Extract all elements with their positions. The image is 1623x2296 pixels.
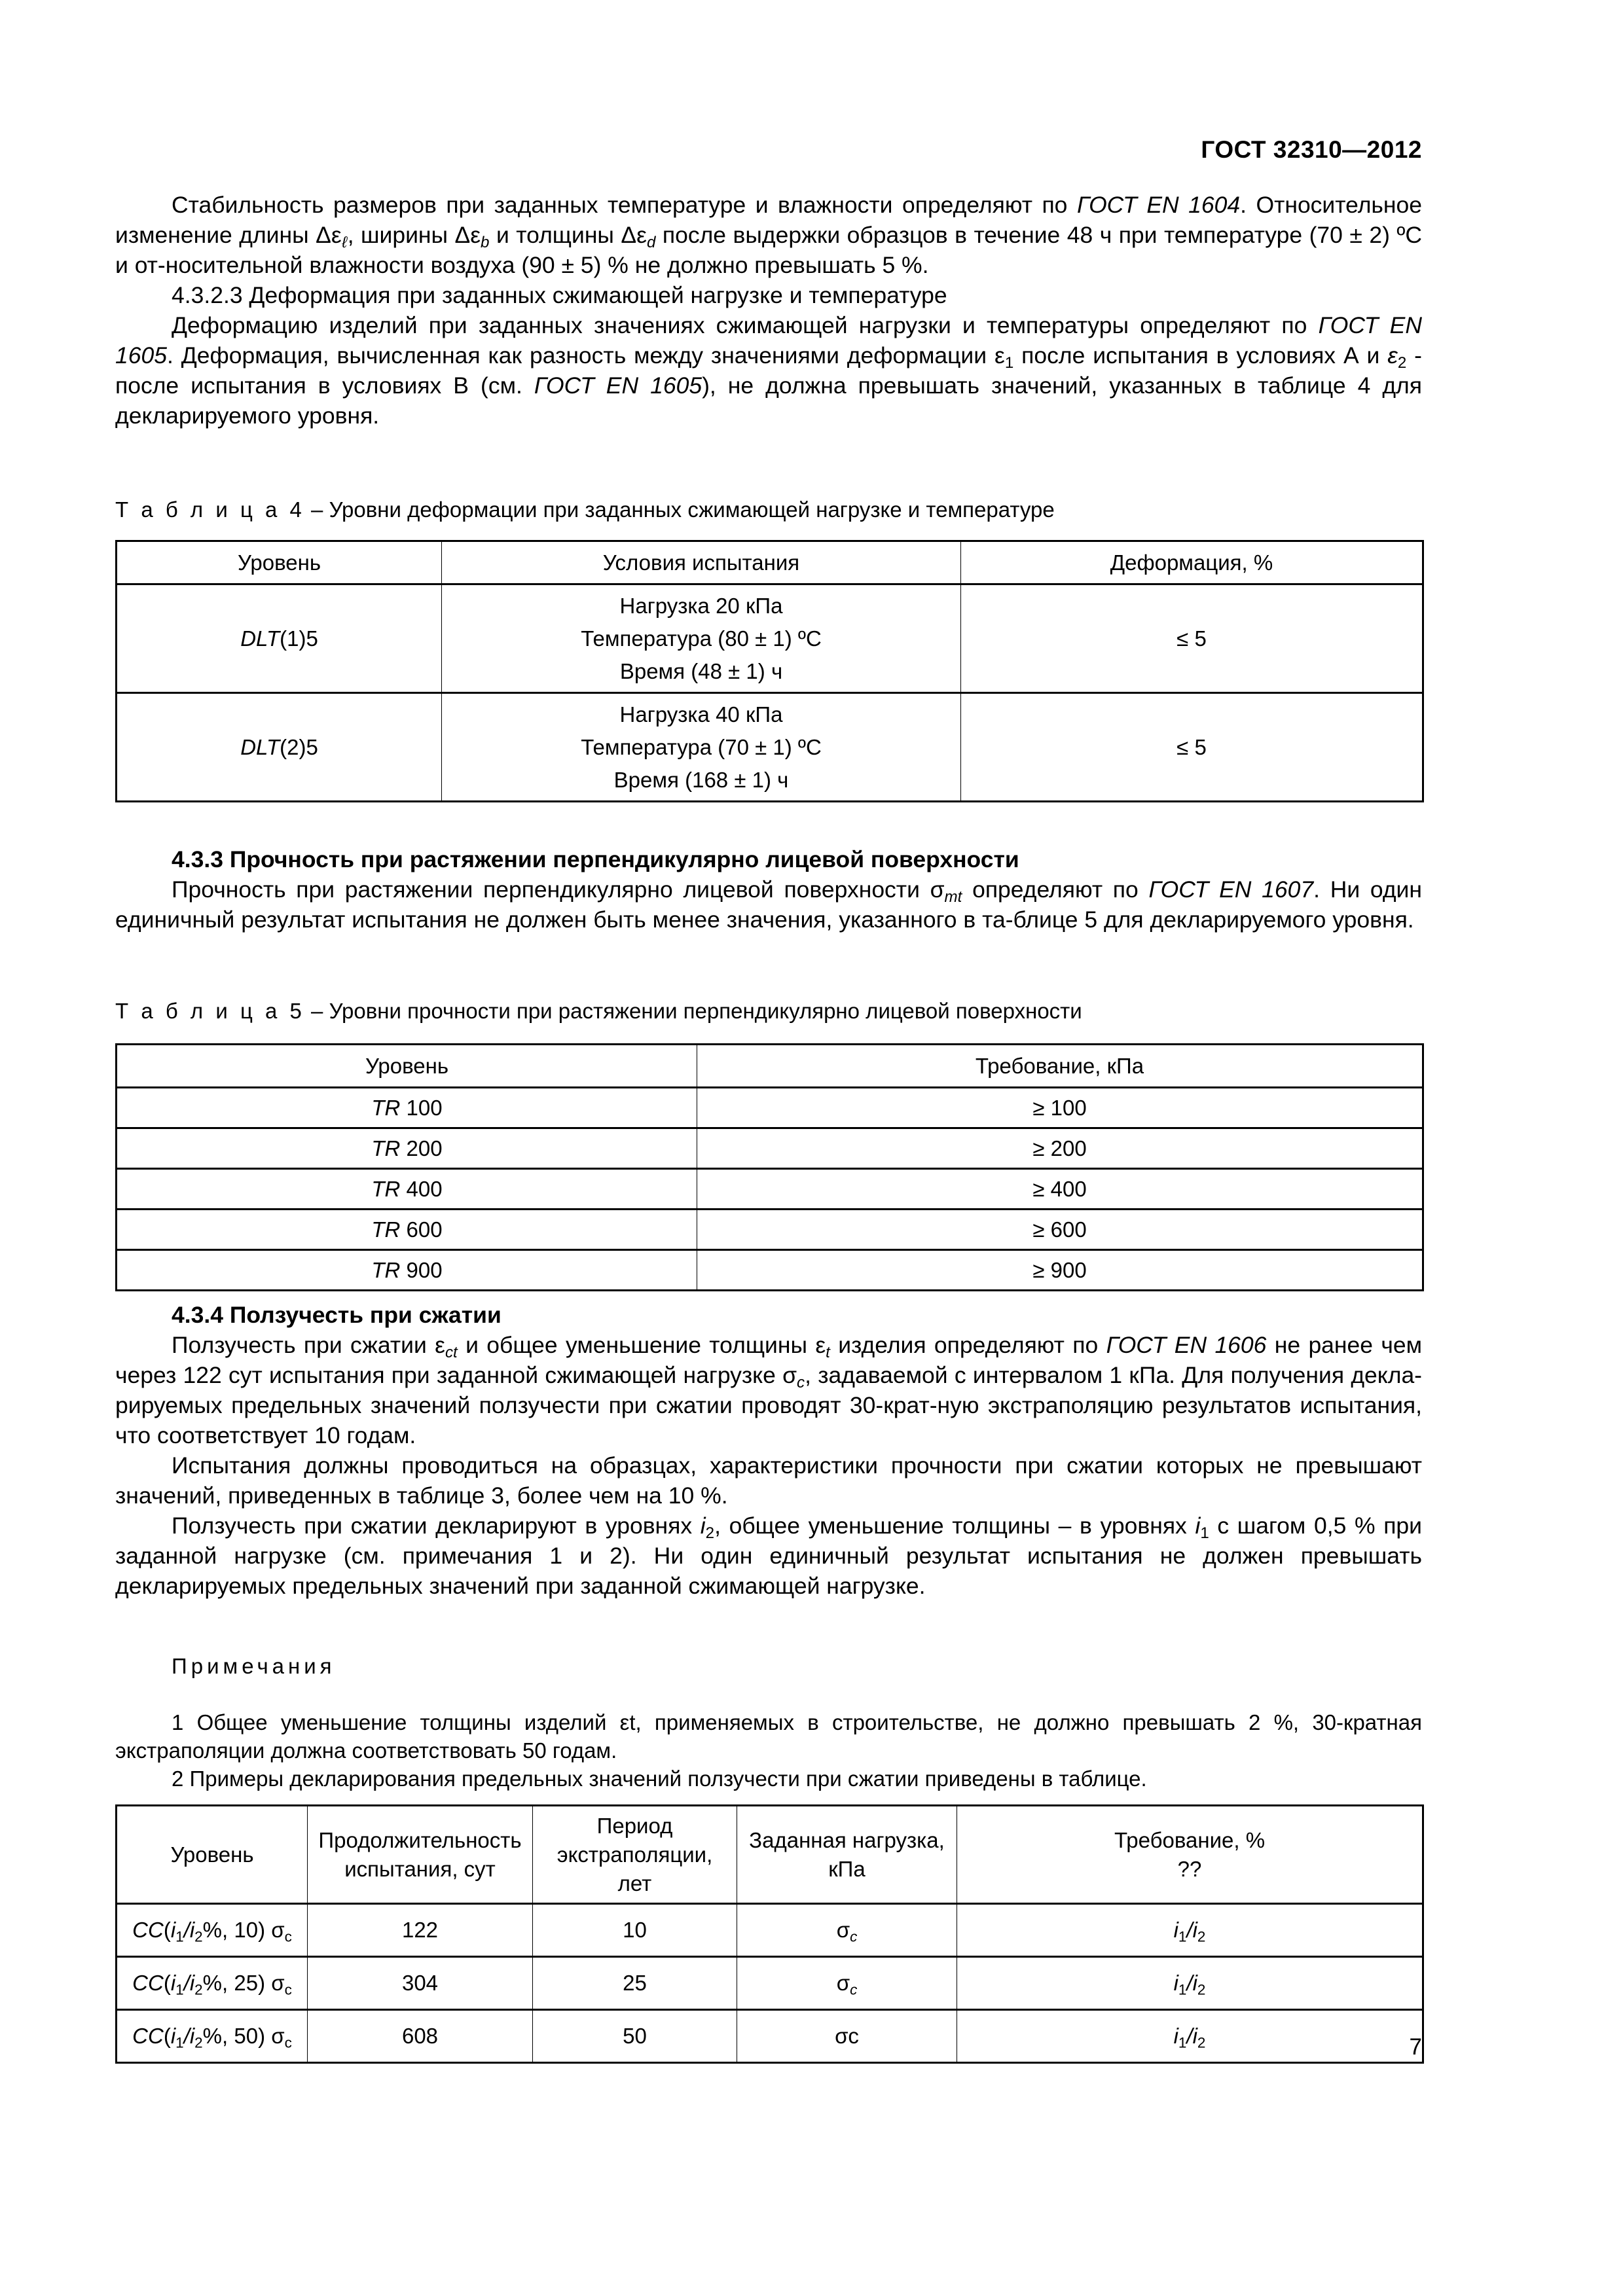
- table-deformation-levels: [115, 540, 1424, 802]
- table5-cell-level: [117, 1250, 697, 1291]
- paragraph-dimensional-stability: [115, 190, 1422, 280]
- symbol-delta-eps-d: $\Delta\varepsilon_d$: [621, 222, 656, 251]
- table5-cell-requirement: ≥ 600: [697, 1210, 1423, 1250]
- table5-cell-requirement: ≥ 900: [697, 1250, 1423, 1291]
- table5-block: [115, 997, 1422, 1025]
- level-code-prefix: TR: [371, 1176, 401, 1201]
- level-code-prefix: TR: [371, 1217, 401, 1242]
- table5-cell-level: [117, 1128, 697, 1169]
- table5-wrapper: [115, 1043, 1422, 1291]
- text-run: ), не должна превышать значений, указанных в таблице 4 для декларируемого уровня.: [115, 372, 1422, 429]
- paragraph-tensile-strength: [115, 874, 1422, 935]
- symbol-i1: $i_1$: [1195, 1513, 1209, 1542]
- symbol-delta-eps-b: $\Delta\varepsilon_b$: [454, 222, 490, 251]
- table5-cell-level: [117, 1210, 697, 1250]
- table-row: [117, 693, 1423, 802]
- table4-col-header-level: Уровень: [117, 541, 442, 584]
- level-code-suffix: (1)5: [280, 626, 318, 651]
- heading-4-3-2-3: 4.3.2.3 Деформация при заданных сжимающей нагрузке и температуре: [172, 282, 947, 308]
- level-code-prefix: TR: [371, 1136, 401, 1160]
- page-number: 7: [1409, 2034, 1422, 2060]
- symbol-epsilon-1: $\varepsilon_1$: [994, 342, 1014, 372]
- table4-col-header-conditions: Условия испытания: [442, 541, 961, 584]
- symbol-epsilon-t: $\varepsilon_t$: [815, 1332, 830, 1361]
- condition-time: Время (48 ± 1) ч: [619, 658, 783, 683]
- level-code-suffix: 400: [400, 1176, 443, 1201]
- table6-wrapper: [115, 1804, 1422, 2064]
- table4-cell-deformation: ≤ 5: [961, 693, 1423, 802]
- table4-body: [117, 584, 1423, 802]
- table6-cell-period: 50: [533, 2010, 737, 2063]
- condition-temperature: Температура (80 ± 1) ºC: [581, 626, 822, 651]
- table6-col-header-period: Период экстраполяции, лет: [533, 1806, 737, 1904]
- table-tensile-strength-levels: [115, 1043, 1424, 1291]
- text-run: , ширины: [347, 222, 455, 248]
- table6-header-row: [117, 1806, 1423, 1904]
- paragraph-creep: [115, 1330, 1422, 1450]
- notes-body: [115, 1708, 1422, 1793]
- paragraph-deformation: [115, 310, 1422, 431]
- standard-reference-en1604: ГОСТ EN 1604: [1076, 192, 1241, 218]
- condition-load: Нагрузка 20 кПа: [619, 593, 783, 618]
- table5-caption: [115, 997, 1422, 1025]
- condition-load: Нагрузка 40 кПа: [619, 702, 783, 726]
- standard-reference-en1605: ГОСТ EN 1605: [115, 312, 1422, 368]
- level-code-suffix: (2)5: [280, 734, 318, 759]
- symbol-i2: $i_2$: [700, 1513, 715, 1542]
- symbol-epsilon-2: $\varepsilon_2$: [1387, 342, 1407, 372]
- table6-col-header-load: Заданная нагрузка, кПа: [737, 1806, 957, 1904]
- body-content: [115, 190, 1422, 431]
- heading-4-3-3: 4.3.3 Прочность при растяжении перпендикулярно лицевой поверхности: [172, 846, 1019, 872]
- document-header-standard-id: ГОСТ 32310—2012: [1201, 136, 1422, 163]
- table-row: [117, 1210, 1423, 1250]
- text-run: Деформацию изделий при заданных значениях сжимающей нагрузки и температуры определяют по: [172, 312, 1319, 338]
- table6-col-header-requirement: Требование, % ??: [957, 1806, 1423, 1904]
- level-code-prefix: DLT: [240, 734, 280, 759]
- table4-cell-level: [117, 584, 442, 693]
- table6-cell-duration: 122: [308, 1904, 533, 1957]
- table4-cell-deformation: ≤ 5: [961, 584, 1423, 693]
- symbol-sigma-c: $\sigma_c$: [782, 1362, 805, 1391]
- table5-col-header-requirement: Требование, кПа: [697, 1045, 1423, 1088]
- text-run: после испытания в условиях А и: [1013, 342, 1388, 368]
- text-run: . Относительное изменение длины: [115, 192, 1422, 248]
- table4-col-header-deformation: Деформация, %: [961, 541, 1423, 584]
- table5-header-row: [117, 1045, 1423, 1088]
- table6-body: [117, 1904, 1423, 2063]
- table6-cell-duration: 304: [308, 1957, 533, 2010]
- table4-header-row: [117, 541, 1423, 584]
- table4-caption-label: Т а б л и ц а 4: [115, 497, 305, 522]
- level-code-suffix: 600: [400, 1217, 443, 1242]
- table6-col-header-duration: Продолжительность испытания, сут: [308, 1806, 533, 1904]
- table-row: [117, 1957, 1423, 2010]
- symbol-epsilon-ct: $\varepsilon_{ct}$: [435, 1332, 458, 1361]
- table6-head: [117, 1806, 1423, 1904]
- table4-cell-conditions: [442, 584, 961, 693]
- table4-block: [115, 496, 1422, 524]
- text-run: определяют по: [962, 876, 1149, 903]
- level-code-prefix: DLT: [240, 626, 280, 651]
- standard-reference-en1606: ГОСТ EN 1606: [1106, 1332, 1267, 1358]
- text-run: . Ни один единичный результат испытания не должен быть менее значения, указанного в та-блице 5 для декларируемого уровня.: [115, 876, 1422, 933]
- text-run: Прочность при растяжении перпендикулярно лицевой поверхности: [172, 876, 930, 903]
- text-run: и общее уменьшение толщины: [457, 1332, 816, 1358]
- heading-4-3-4: 4.3.4 Ползучесть при сжатии: [172, 1302, 501, 1328]
- table-row: [117, 1169, 1423, 1210]
- text-run: с шагом 0,5 % при заданной нагрузке (см. примечания 1 и 2). Ни один единичный результат испытания не должен превышать декларируемых предельных значений при заданной сжимающей нагрузке.: [115, 1513, 1422, 1599]
- note-2: 2 Примеры декларирования предельных значений ползучести при сжатии приведены в таблице.: [172, 1767, 1147, 1791]
- text-run: после выдержки образцов в течение 48 ч при температуре (70 ± 2) ºC и от-носительной влажности воздуха (90 ± 5) % не должно превышать 5 %.: [115, 222, 1422, 278]
- table6-cell-load: $\sigma_c$: [737, 1904, 957, 1957]
- table6-cell-requirement: $i_1/i_2$: [957, 1957, 1423, 2010]
- table6-cell-requirement: $i_1/i_2$: [957, 1904, 1423, 1957]
- table6-col-header-level: Уровень: [117, 1806, 308, 1904]
- table5-cell-level: [117, 1169, 697, 1210]
- standard-reference-en1607: ГОСТ EN 1607: [1148, 876, 1314, 903]
- table4-wrapper: [115, 540, 1422, 802]
- text-run: не ранее чем через 122 сут испытания при заданной сжимающей нагрузке: [115, 1332, 1423, 1388]
- table-row: [117, 2010, 1423, 2063]
- paragraph-declaration: [115, 1511, 1422, 1601]
- table-creep-declaration-examples: [115, 1804, 1424, 2064]
- section-4-3-3: [115, 844, 1422, 935]
- table-row: [117, 1250, 1423, 1291]
- level-code-suffix: 200: [400, 1136, 443, 1160]
- text-run: изделия определяют по: [830, 1332, 1106, 1358]
- table4-head: [117, 541, 1423, 584]
- symbol-sigma-mt: $\sigma_{mt}$: [930, 876, 962, 906]
- text-run: Ползучесть при сжатии: [172, 1332, 435, 1358]
- condition-temperature: Температура (70 ± 1) ºC: [581, 734, 822, 759]
- table5-caption-text: – Уровни прочности при растяжении перпендикулярно лицевой поверхности: [304, 999, 1082, 1023]
- symbol-delta-eps-l: $\Delta\varepsilon_\ell$: [316, 222, 348, 251]
- table5-cell-requirement: ≥ 400: [697, 1169, 1423, 1210]
- level-code-suffix: 100: [400, 1095, 443, 1120]
- table5-head: [117, 1045, 1423, 1088]
- table5-cell-requirement: ≥ 200: [697, 1128, 1423, 1169]
- table6-cell-level: $CC(i_1/i_2\%$, 25) $\sigma_c$: [117, 1957, 308, 2010]
- table4-cell-conditions: [442, 693, 961, 802]
- table5-cell-level: [117, 1088, 697, 1128]
- table5-cell-requirement: ≥ 100: [697, 1088, 1423, 1128]
- text-run: , общее уменьшение толщины – в уровнях: [714, 1513, 1195, 1539]
- section-4-3-4: [115, 1300, 1422, 1601]
- table5-col-header-level: Уровень: [117, 1045, 697, 1088]
- table6-cell-level: $CC(i_1/i_2\%$, 10) $\sigma_c$: [117, 1904, 308, 1957]
- table-row: [117, 584, 1423, 693]
- table6-cell-period: 25: [533, 1957, 737, 2010]
- table-row: [117, 1088, 1423, 1128]
- paragraph-samples: Испытания должны проводиться на образцах, характеристики прочности при сжатии которых не превышают значений, приведенных в таблице 3, более чем на 10 %.: [115, 1452, 1422, 1509]
- text-run: Ползучесть при сжатии декларируют в уровнях: [172, 1513, 701, 1539]
- table6-cell-duration: 608: [308, 2010, 533, 2063]
- table-row: [117, 1128, 1423, 1169]
- text-run: и толщины: [489, 222, 621, 248]
- standard-reference-en1605-2: ГОСТ EN 1605: [534, 372, 702, 399]
- table-row: [117, 1904, 1423, 1957]
- table6-cell-level: $CC(i_1/i_2\%$, 50) $\sigma_c$: [117, 2010, 308, 2063]
- table4-cell-level: [117, 693, 442, 802]
- notes-title: Примечания: [172, 1654, 336, 1678]
- text-run: . Деформация, вычисленная как разность между значениями деформации: [166, 342, 994, 368]
- text-run: Стабильность размеров при заданных температуре и влажности определяют по: [172, 192, 1077, 218]
- table6-cell-load: $\sigma_c$: [737, 1957, 957, 2010]
- text-run: , задаваемой с интервалом 1 кПа. Для получения декла-рируемых предельных значений ползучести при сжатии проводят 30-крат-ную экстраполяцию результатов испытания, что соответствует 10 годам.: [115, 1362, 1423, 1448]
- condition-time: Время (168 ± 1) ч: [613, 767, 789, 792]
- level-code-suffix: 900: [400, 1257, 443, 1282]
- note-1: 1 Общее уменьшение толщины изделий εt, применяемых в строительстве, не должно превышать 2 %, 30-кратная экстраполяции должна соответствовать 50 годам.: [115, 1710, 1422, 1763]
- table6-cell-load: σc: [737, 2010, 957, 2063]
- table5-caption-label: Т а б л и ц а 5: [115, 999, 305, 1023]
- table4-caption: [115, 496, 1422, 524]
- table5-body: [117, 1088, 1423, 1291]
- table4-caption-text: – Уровни деформации при заданных сжимающей нагрузке и температуре: [304, 497, 1055, 522]
- table6-cell-requirement: $i_1/i_2$: [957, 2010, 1423, 2063]
- text-run: - после испытания в условиях В (см.: [115, 342, 1422, 399]
- table6-cell-period: 10: [533, 1904, 737, 1957]
- notes-block: [115, 1653, 1422, 1680]
- level-code-prefix: TR: [371, 1095, 401, 1120]
- level-code-prefix: TR: [371, 1257, 401, 1282]
